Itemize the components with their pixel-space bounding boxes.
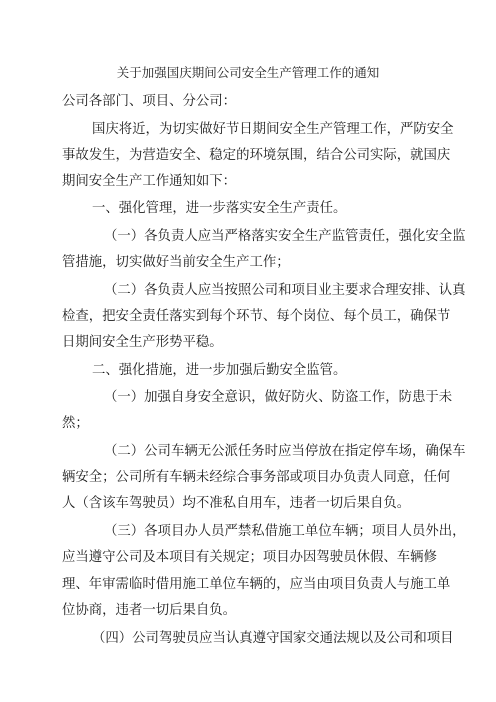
section-1-item-2-line-1: （二）各负责人应当按照公司和项目业主要求合理安排、认真: [104, 283, 466, 298]
salutation: 公司各部门、项目、分公司：: [62, 94, 237, 109]
section-2-item-4-line-1: （四）公司驾驶员应当认真遵守国家交通法规以及公司和项目: [92, 631, 454, 646]
section-2-item-1-line-2: 然；: [62, 416, 89, 431]
section-1-item-2-line-2: 检查，把安全责任落实到每个环节、每个岗位、每个员工，确保节: [62, 309, 451, 324]
section-1-item-2-line-3: 日期间安全生产形势平稳。: [62, 335, 223, 350]
section-1-item-1-line-2: 管措施，切实做好当前安全生产工作；: [62, 255, 290, 270]
intro-line-2: 事故发生，为营造安全、稳定的环境氛围，结合公司实际，就国庆: [62, 148, 451, 163]
intro-line-1: 国庆将近，为切实做好节日期间安全生产管理工作，严防安全: [92, 122, 454, 137]
section-2-item-3-line-2: 应当遵守公司及本项目有关规定；项目办因驾驶员休假、车辆修: [62, 550, 437, 565]
section-2-item-3-line-1: （三）各项目办人员严禁私借施工单位车辆；项目人员外出，: [104, 524, 466, 539]
section-2-item-2-line-1: （二）公司车辆无公派任务时应当停放在指定停车场，确保车: [104, 444, 466, 459]
section-2-item-2-line-3: 人（含该车驾驶员）均不准私自用车，违者一切后果自负。: [62, 496, 411, 511]
section-1-item-1-line-1: （一）各负责人应当严格落实安全生产监管责任，强化安全监: [104, 229, 466, 244]
intro-line-3: 期间安全生产工作通知如下：: [62, 174, 237, 189]
section-2-item-1-line-1: （一）加强自身安全意识，做好防火、防盗工作，防患于未: [104, 390, 453, 405]
document-title: 关于加强国庆期间公司安全生产管理工作的通知: [116, 65, 380, 80]
section-1-heading: 一、强化管理，进一步落实安全生产责任。: [92, 201, 347, 216]
section-2-item-2-line-2: 辆安全；公司所有车辆未经综合事务部或项目办负责人同意，任何: [62, 470, 451, 485]
section-2-item-3-line-4: 位协商，违者一切后果自负。: [62, 603, 237, 618]
section-2-heading: 二、强化措施，进一步加强后勤安全监管。: [92, 363, 347, 378]
section-2-item-3-line-3: 理、年审需临时借用施工单位车辆的，应当由项目负责人与施工单: [62, 577, 451, 592]
